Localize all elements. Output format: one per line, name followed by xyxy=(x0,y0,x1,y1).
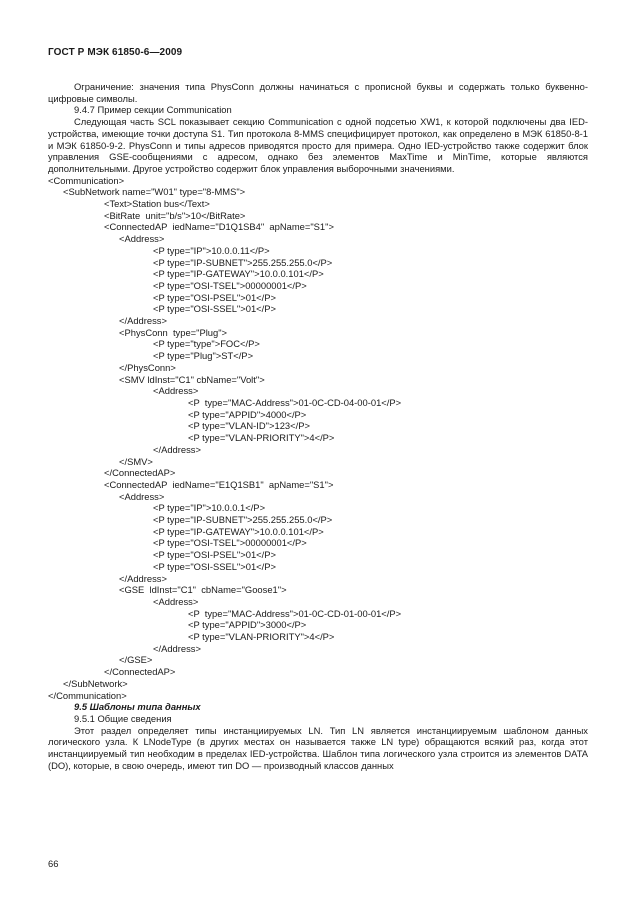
code-line: <P type="IP-GATEWAY">10.0.0.101</P> xyxy=(153,268,324,280)
code-line: </GSE> xyxy=(119,654,153,666)
document-body xyxy=(48,81,588,771)
code-line: <Address> xyxy=(153,385,199,397)
code-line: <P type="OSI-TSEL">00000001</P> xyxy=(153,537,307,549)
code-line: <P type="IP-GATEWAY">10.0.0.101</P> xyxy=(153,525,324,537)
code-line: <P type="MAC-Address">01-0C-CD-04-00-01</P> xyxy=(188,396,402,408)
code-line: <P type="OSI-SSEL">01</P> xyxy=(153,560,276,572)
code-line: <P type="type">FOC</P> xyxy=(153,338,260,350)
code-line: </Address> xyxy=(119,315,167,327)
code-line: </ConnectedAP> xyxy=(104,666,176,678)
code-line: <Address> xyxy=(153,595,199,607)
code-line: <P type="VLAN-PRIORITY">4</P> xyxy=(188,631,335,643)
code-line: <Address> xyxy=(119,233,165,245)
paragraph: 9.5.1 Общие сведения xyxy=(74,712,172,724)
code-line: </Communication> xyxy=(48,689,127,701)
scl-code-listing xyxy=(48,175,588,702)
code-line: <Text>Station bus</Text> xyxy=(104,198,210,210)
code-line: <P type="IP-SUBNET">255.255.255.0</P> xyxy=(153,256,333,268)
code-line: <Communication> xyxy=(48,174,125,186)
code-line: <P type="Plug">ST</P> xyxy=(153,350,254,362)
code-line: <P type="IP">10.0.0.1</P> xyxy=(153,502,266,514)
code-line: <P type="IP">10.0.0.11</P> xyxy=(153,244,270,256)
code-line: <P type="APPID">4000</P> xyxy=(188,408,307,420)
code-line: <SubNetwork name="W01" type="8-MMS"> xyxy=(63,186,246,198)
code-line: <Address> xyxy=(119,490,165,502)
code-line: </Address> xyxy=(153,443,201,455)
code-line: <SMV ldInst="C1" cbName="Volt"> xyxy=(119,373,265,385)
code-line: <ConnectedAP iedName="D1Q1SB4" apName="S1"> xyxy=(104,221,334,233)
code-line: <P type="OSI-PSEL">01</P> xyxy=(153,549,276,561)
paragraph: Этот раздел определяет типы инстанциируемых LN. Тип LN является инстанциируемым шаблоном данных логического узла. К LNodeType (в других местах он называется также LN type) обращаются всякий раз, когда этот инстанциируемый тип необходим в пределах IED-устройства. Шаблон типа логического узла строится из элементов DATA (DO), которые, в свою очередь, имеют тип DO — производный классов данных xyxy=(48,724,588,771)
paragraph: 9.4.7 Пример секции Communication xyxy=(74,104,232,116)
code-line: <GSE ldInst="C1" cbName="Goose1"> xyxy=(119,584,287,596)
code-line: </Address> xyxy=(153,642,201,654)
paragraph: Следующая часть SCL показывает секцию Communication с одной подсетью XW1, к которой подключены два IED-устройства, имеющие точки доступа S1. Тип протокола 8-MMS специфицирует протокол, как определено в МЭК 61850-8-1 и МЭК 61850-9-2. PhysConn и типы адресов приводятся просто для примера. Одно IED-устройство также содержит блок управления GSE-сообщениями с адресом, однако без элементов MaxTime и MinTime, которые являются дополнительными. Другое устройство содержит блок управления выборочными значениями. xyxy=(48,116,588,174)
code-line: <ConnectedAP iedName="E1Q1SB1" apName="S1"> xyxy=(104,478,334,490)
code-line: <P type="OSI-PSEL">01</P> xyxy=(153,291,276,303)
code-line: </SMV> xyxy=(119,455,153,467)
code-line: </PhysConn> xyxy=(119,361,176,373)
code-line: <P type="OSI-SSEL">01</P> xyxy=(153,303,276,315)
code-line: </Address> xyxy=(119,572,167,584)
page-number: 66 xyxy=(48,858,59,869)
paragraph: Ограничение: значения типа PhysConn должны начинаться с прописной буквы и содержать только буквенно-цифровые символы. xyxy=(48,81,588,104)
code-line: </SubNetwork> xyxy=(63,677,128,689)
code-line: <P type="OSI-TSEL">00000001</P> xyxy=(153,279,307,291)
outro-paragraphs xyxy=(48,713,588,772)
section-heading: 9.5 Шаблоны типа данных xyxy=(74,701,201,713)
code-line: <P type="IP-SUBNET">255.255.255.0</P> xyxy=(153,514,333,526)
intro-paragraphs xyxy=(48,81,588,175)
document-header: ГОСТ Р МЭК 61850-6—2009 xyxy=(48,47,183,58)
code-line: <BitRate unit="b/s">10</BitRate> xyxy=(104,209,246,221)
code-line: <P type="APPID">3000</P> xyxy=(188,619,307,631)
code-line: <PhysConn type="Plug"> xyxy=(119,326,228,338)
code-line: <P type="VLAN-PRIORITY">4</P> xyxy=(188,432,335,444)
code-line: <P type="VLAN-ID">123</P> xyxy=(188,420,310,432)
code-line: </ConnectedAP> xyxy=(104,467,176,479)
code-line: <P type="MAC-Address">01-0C-CD-01-00-01</P> xyxy=(188,607,402,619)
